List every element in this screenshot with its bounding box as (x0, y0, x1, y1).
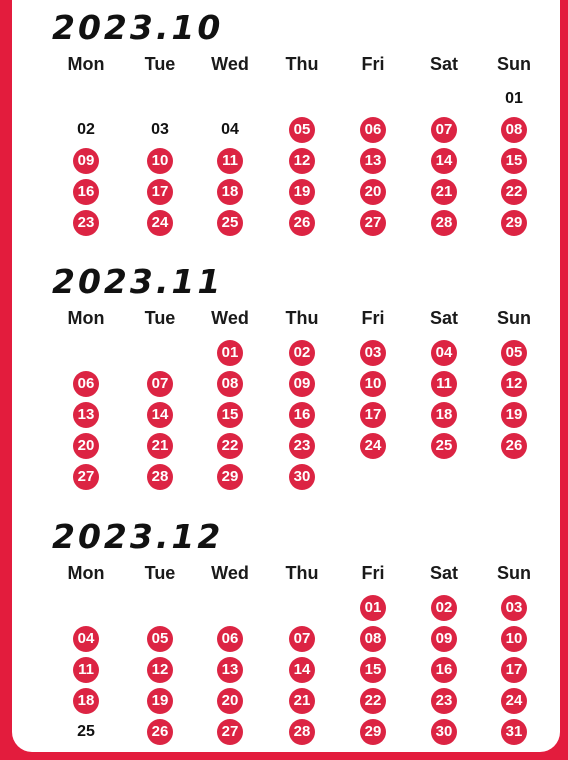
weekday-label-sat: Sat (429, 308, 458, 328)
weekday-label-sat: Sat (429, 54, 458, 74)
day-14[interactable]: 14 (289, 657, 315, 683)
day-20[interactable]: 20 (360, 179, 386, 205)
day-12[interactable]: 12 (501, 371, 527, 397)
day-06[interactable]: 06 (73, 371, 99, 397)
weekday-label-fri: Fri (361, 563, 385, 583)
day-25[interactable]: 25 (431, 433, 457, 459)
weekday-label-mon: Mon (67, 308, 105, 328)
month-title: 2023.12 (52, 517, 224, 556)
day-10[interactable]: 10 (360, 371, 386, 397)
day-05[interactable]: 05 (289, 117, 315, 143)
day-07[interactable]: 07 (289, 626, 315, 652)
day-20[interactable]: 20 (73, 433, 99, 459)
day-23[interactable]: 23 (289, 433, 315, 459)
day-05[interactable]: 05 (147, 626, 173, 652)
calendar-card (12, 0, 560, 752)
day-28[interactable]: 28 (289, 719, 315, 745)
day-14[interactable]: 14 (147, 402, 173, 428)
day-08[interactable]: 08 (501, 117, 527, 143)
day-19[interactable]: 19 (289, 179, 315, 205)
weekday-label-sat: Sat (429, 563, 458, 583)
day-22[interactable]: 22 (501, 179, 527, 205)
day-06[interactable]: 06 (217, 626, 243, 652)
day-10[interactable]: 10 (501, 626, 527, 652)
day-13[interactable]: 13 (73, 402, 99, 428)
day-25[interactable]: 25 (217, 210, 243, 236)
day-23[interactable]: 23 (73, 210, 99, 236)
day-16[interactable]: 16 (73, 179, 99, 205)
day-27[interactable]: 27 (360, 210, 386, 236)
month-title: 2023.11 (52, 262, 224, 301)
day-20[interactable]: 20 (217, 688, 243, 714)
weekday-label-tue: Tue (144, 563, 176, 583)
day-26[interactable]: 26 (147, 719, 173, 745)
weekday-label-fri: Fri (361, 54, 385, 74)
day-24[interactable]: 24 (147, 210, 173, 236)
day-17[interactable]: 17 (360, 402, 386, 428)
day-09[interactable]: 09 (431, 626, 457, 652)
day-08[interactable]: 08 (360, 626, 386, 652)
weekday-label-wed: Wed (211, 308, 249, 328)
day-12[interactable]: 12 (289, 148, 315, 174)
weekday-label-thu: Thu (285, 563, 319, 583)
day-31[interactable]: 31 (501, 719, 527, 745)
day-02[interactable]: 02 (289, 340, 315, 366)
day-15[interactable]: 15 (501, 148, 527, 174)
day-25[interactable]: 25 (77, 723, 95, 740)
day-02[interactable]: 02 (431, 595, 457, 621)
weekday-label-sun: Sun (497, 563, 531, 583)
day-17[interactable]: 17 (501, 657, 527, 683)
weekday-label-thu: Thu (285, 308, 319, 328)
day-26[interactable]: 26 (501, 433, 527, 459)
day-14[interactable]: 14 (431, 148, 457, 174)
day-19[interactable]: 19 (147, 688, 173, 714)
day-04[interactable]: 04 (221, 121, 239, 138)
day-21[interactable]: 21 (289, 688, 315, 714)
day-03[interactable]: 03 (360, 340, 386, 366)
weekday-label-sun: Sun (497, 54, 531, 74)
day-30[interactable]: 30 (431, 719, 457, 745)
day-02[interactable]: 02 (77, 121, 95, 138)
day-27[interactable]: 27 (217, 719, 243, 745)
day-29[interactable]: 29 (360, 719, 386, 745)
weekday-label-sun: Sun (497, 308, 531, 328)
day-18[interactable]: 18 (217, 179, 243, 205)
weekday-label-wed: Wed (211, 54, 249, 74)
day-15[interactable]: 15 (217, 402, 243, 428)
day-21[interactable]: 21 (147, 433, 173, 459)
day-16[interactable]: 16 (431, 657, 457, 683)
day-11[interactable]: 11 (73, 657, 99, 683)
day-30[interactable]: 30 (289, 464, 315, 490)
day-08[interactable]: 08 (217, 371, 243, 397)
day-10[interactable]: 10 (147, 148, 173, 174)
day-05[interactable]: 05 (501, 340, 527, 366)
day-04[interactable]: 04 (431, 340, 457, 366)
day-22[interactable]: 22 (217, 433, 243, 459)
day-13[interactable]: 13 (360, 148, 386, 174)
day-26[interactable]: 26 (289, 210, 315, 236)
day-27[interactable]: 27 (73, 464, 99, 490)
weekday-label-mon: Mon (67, 563, 105, 583)
day-23[interactable]: 23 (431, 688, 457, 714)
weekday-label-mon: Mon (67, 54, 105, 74)
day-16[interactable]: 16 (289, 402, 315, 428)
day-03[interactable]: 03 (151, 121, 169, 138)
day-18[interactable]: 18 (73, 688, 99, 714)
day-12[interactable]: 12 (147, 657, 173, 683)
day-19[interactable]: 19 (501, 402, 527, 428)
day-28[interactable]: 28 (147, 464, 173, 490)
day-01[interactable]: 01 (217, 340, 243, 366)
weekday-label-fri: Fri (361, 308, 385, 328)
day-28[interactable]: 28 (431, 210, 457, 236)
day-09[interactable]: 09 (289, 371, 315, 397)
day-01[interactable]: 01 (360, 595, 386, 621)
day-24[interactable]: 24 (360, 433, 386, 459)
day-17[interactable]: 17 (147, 179, 173, 205)
weekday-label-tue: Tue (144, 308, 176, 328)
day-06[interactable]: 06 (360, 117, 386, 143)
day-09[interactable]: 09 (73, 148, 99, 174)
day-11[interactable]: 11 (217, 148, 243, 174)
day-22[interactable]: 22 (360, 688, 386, 714)
day-29[interactable]: 29 (217, 464, 243, 490)
day-03[interactable]: 03 (501, 595, 527, 621)
day-15[interactable]: 15 (360, 657, 386, 683)
day-04[interactable]: 04 (73, 626, 99, 652)
day-18[interactable]: 18 (431, 402, 457, 428)
day-13[interactable]: 13 (217, 657, 243, 683)
day-11[interactable]: 11 (431, 371, 457, 397)
weekday-label-tue: Tue (144, 54, 176, 74)
day-01[interactable]: 01 (505, 90, 523, 107)
weekday-label-thu: Thu (285, 54, 319, 74)
month-title: 2023.10 (52, 8, 224, 47)
weekday-label-wed: Wed (211, 563, 249, 583)
day-07[interactable]: 07 (147, 371, 173, 397)
day-29[interactable]: 29 (501, 210, 527, 236)
day-24[interactable]: 24 (501, 688, 527, 714)
day-07[interactable]: 07 (431, 117, 457, 143)
day-21[interactable]: 21 (431, 179, 457, 205)
